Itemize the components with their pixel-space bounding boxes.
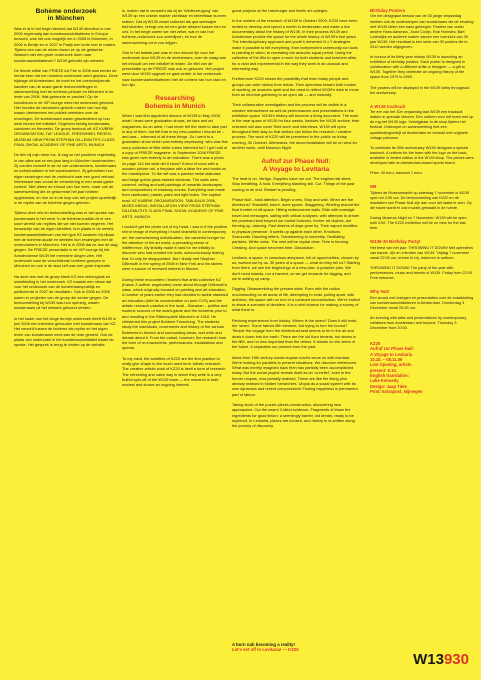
paragraph: Phase Null – total attention. Begin a new. Stop and wait. When are the directions? Standstill, future, done ignore. Staggering. Whirling around the final frontier of off-space. Hitting rediscovered walls. Ride with nostalgic travel and messages, sailing with critical analyses, with attempts to dream the promised land beyond our mortal horizons, former art objects, are forming up, dancing. Past desires of days gone by. Their vapour modifies to physical presence. It swells up against each other. Emotions. Surrounds. Dazzling letters. Transforming to nonentity. Oscillating particles. White noise. The mist will be crystal clear. Time is forming. Creating. And space becomes time. Dissolution.	[232, 196, 360, 250]
colophon-line: A Voyage to Levitaria	[370, 351, 413, 357]
paragraph: guest projects at the Hamburger and Berlin art colleges.	[232, 8, 329, 13]
title-line: Bohème onderzoek	[35, 8, 97, 15]
paragraph: Levitaria, a space, in conscious abeyance, full of opportunities, chosen by us, worked out by us. 30 years of a space — what do they tell us? Starting from there, we see the beginnings of a new plan. A possible plan. We don't need islands, nor a harvest, so we get onwards for digging, and we're setting up camp.	[232, 254, 360, 281]
section-title: A W139 tracksuit	[370, 103, 406, 109]
paragraph: THROWING IT DOWN! The party of the year with performances, music and friends of W139. Friday from 22:00. Free entrance.	[370, 265, 474, 281]
folio-number: 930	[443, 651, 469, 668]
paragraph: Was er al in het begin bekend dat W139 directeur in mei 2006 regelmatig aan kunstenaarsinitiatieven in Europa bezocht, was het ook mogelijk om in 2006 in München, in 2006 in Berlijn en in 2007 in Parijs een korte toer te maken. Tijdens een van de reizen kwam ze op de gedachte. Waarom niet een grote onderzoek doen naar kunstenaarsinitiatieven? W139 gebruikt zijn netwerk.	[14, 25, 117, 63]
paragraph: To my mind, the activities of KZ20 are the first practice to really give shape to the much used term 'artistic research'. The creative artistic work of KZ20 is itself a form of research. The refreshing and naive way in which they write is a very fruitful spin-off of the W139 team — the research is both modest and shows an ongoing interest.	[122, 355, 227, 388]
section-title: Why Not!	[370, 289, 390, 295]
colophon-line: Design: Jaap Tiets	[370, 383, 407, 389]
paragraph: Om het designjaar bewust van de 30 jarige verjaardag hebben ook de onderwerpen van kunstenaars die de ervaring met W139 delen een kans gekregen. Posters van onder andere Hans Aarsman, Joost Conijn, Rob Hornstra, Bart Lodewijks en anderen maken samen een overzicht van 30 jaar W139. Het resultaat is een serie van 30 posters die in 2010 worden uitgegeven.	[370, 14, 474, 49]
colophon-line: Luke Kennedy	[370, 378, 399, 384]
paragraph: I couldn't get the photo out of my head. I saw in it the positive mirror image of everything I found shameful in contemporary art: the overwhelming individualism, the careerist hunger for the attention of the art world, a pervading sense of indifference. My timidity made it hard for me initially to discover who had created the work, subconsciously fearing that I'd only be disappointed. But I finally met Stephan Dillemuth in the spring of 2008 in New York and his stories were a source of renewed interest in Munich.	[122, 223, 228, 272]
paragraph: An evening with talks and presentations by contemporary initiatives from Amsterdam and beyond. Thursday 3 December from 20:00.	[370, 315, 467, 331]
paragraph: Furthermore KZ20 shows the possibility that even today people and groups can write history from below. Their openness toward both modes of working, an anarchic spirit and the need to reflect W139's wish to move from an informal gathering to an open lab — and mutually.	[232, 76, 359, 98]
paragraph: When I was first appointed director of W139 in May 2006, what I heard were graduation shows, art fairs and art magazines. As an artist, I had never felt the need to take part in any of them, but felt that in my new position I should be – and was – informed of all these things. So I went to a graduation show which was entirely depressing: who was this sorry collection of little white cubes intended for? I got hold of a copy of FRIEZE magazine. In September 2006 FRIEZE was given over entirely to art education. There was a photo on page 144 but what did it show? A kind of room with a wooden picture rail, a fireplace with a false fire and books on the mantelpiece. To the left was a painted metal staircase and beige gothic glass stained windows. The walls were covered, ceiling and wall paintings of romantic landscapes and compositions of shadowy monks. Everything was made from cardboard, plaster, paint and light bulbs. The caption read: KZ KUBRIK ORGANISATION, TABLEAUX 2006, MIXED MEDIA, INSTALLATION VIEW FROM STEPHAN DILLEMUTH'S CLASS FINAL SHOW, ACADEMY OF FINE ARTS, MUNICH.	[122, 112, 228, 219]
paragraph: Het feest van het jaar: THROWING IT DOWN! Met optredens van bands, dj's en vrienden van W139. Vrijdag 7 november vanaf 22:00 uur, entree is vrij. Iedereen is welkom.	[370, 245, 474, 260]
colophon	[370, 341, 474, 394]
paragraph: Tijdens deze reis en tentoonstelling was er wel sprake van kunstenaars in het werk. In de bohème-traditie zit er een soort wereld van mythes die we niet kunnen negeren. Het bewustzijn van de eigen identiteit, hun plaats in de wereld, kunstenaarsinitiatieven van het type KZ kwamen bij elkaar met de bohème-studie en deelden hun ervaringen met de onderzoekers in München. Het is in 2006 dat ze aan de slag gingen. De FRIEZE presentatie in de VIP-lounge bij het Amsterdamse W139 liet meerdere dingen zien. Het onderzoek naar de verschillende bohème-groepen in München en ook in de stad zelf was een grote inspiratie.	[14, 210, 118, 269]
title-line: Bohemia in Munich	[144, 102, 206, 110]
paragraph: Na deze reis met de groep bleek KZ een verlengstuk en ontwikkeling in het onderzoek. KZ maakte een nieuw lab voor het onderzoek van de kunstenaarspraktijk en publiceerde in 2007 de resultaten. Ook in 2008 en 2009 waren er projecten van de groep die verder gingen. De tentoonstelling bij W139 was hun opening, waarin kunstenaars uit het netwerk getoond werden.	[14, 273, 112, 311]
paragraph: Ideas from 19th century social-utopian novels serve us with mantras. We're looking for parallels to present situations. We discover references! What was merely imagined back then has partially been accomplished today. But the social project reveals itself as an 'ur-belief', even in the former utopias, now partially realized. These are like the fixing pins already realised in hidden hierarchies. Utopia as a social system with its own dynamics and recent compromises! Finding happiness is permanent part of labour.	[232, 354, 358, 397]
section-title: W139-30 Birthday Party!	[370, 239, 421, 245]
colophon-line: English translation:	[370, 372, 410, 378]
colophon-line: present: 9.10.	[370, 367, 397, 373]
article-title-levitaria	[232, 158, 360, 173]
paragraph: During these encounters I learned that artist collective KZ (Kasse Z auffuer angeboten) came about through Dillemuth's class, which originally focused on painting and art education. A number of years earlier they had decided to tackle standard art education (with its concentration on pure CVS) and the artistic research practice in the local – Bavarian – politics and esoteric sources of the avant-garde and the incidents prior to and resulting in the Räterepublik München of 1918. He christened this project Bohème Forschung. The students study the individuals, movements and history of the various Bohèmes in Munich and surrounding areas, and write and debate about it. From the outset, however, the research took the form of re-enactments, performances, installations and operas.	[122, 276, 228, 351]
paragraph: De tiende editie van FRIEZE Art Fair in 2006 was eerder de eerste keer dat een bohème-onderzoek werd gepland. Deze bijdrage uit Amsterdam, de inzet en het overschrijdende karakter van de avant-garde tentoonstellingen in samenwerking met de bohème-periode en München in de lente van 2006. Wat gebeurde er precies? Op de kunstbeurs in de VIP-lounge werd het onderzoek getoond. Hier konden de bezoekers gebruik maken van hun tijd, waarin deelnemers het publiek vertelden over de ervaringen. De kunstenaars waren geselecteerd op hun werk binnen het initiatief. Ongeveer twintig kunstenaars, curatoren en theoretici. De groep bestond uit: KZ KUBRIK ORGANISATION, TAF LEAGUE, FREEWHEEL REGEN, MUSEUM VIEW FROM STEPHAN DILLEMUTH'S CLASS FINAL SHOW, ACADEMY OF FINE ARTS, MUNICH.	[14, 67, 118, 148]
paragraph: To celebrate its 30th anniversary W139 designed a special tracksuit. A uniform for the team with the logo on the back, available in limited edition in the W139 shop. The pieces were developed with an Amsterdam-based sports brand.	[370, 145, 474, 165]
paragraph: De tien bij mijn meer los. Ik zag ze het positieve regelmatig in van alles wat ze een jaar lang in München doorbrachten. Zij vonden zichzelf in de rol van onderzoekers, kunstenaars en individualisten in het samenwerken. Zij gebruikten hun eigen ervaringen met de zoektocht naar een goed verhaal. Interessant was vooral de verandering in een avant-garde context. Niet alleen de inhoud van hun werk, maar ook de samenwerking die ze gedurende het jaar hebben opgebouwd, en hoe ze in de loop van het project opzettelijk in de mythe van de bohème gingen geloven.	[14, 152, 117, 206]
closing-line: A born nah becoming a reality!	[232, 642, 295, 647]
colophon-line: Live Opening, artists	[370, 362, 412, 368]
paragraph: The posters will be displayed in the W139 lobby throughout the anniversary.	[370, 85, 470, 95]
paragraph: Een avond met lezingen en presentaties over de ontwikkeling van kunstenaarsinitiatieven in Amsterdam. Donderdag 3 December vanaf 20:00 uur.	[370, 295, 474, 310]
title-line: Researching	[155, 95, 195, 103]
paragraph: During Museum Night on 7 November, W139 will be open until 2:00. The KZ20 exhibition will be on view for the last time.	[370, 215, 467, 231]
article-title-english	[122, 95, 228, 110]
title-line: A Voyage to Levitaria	[262, 165, 330, 173]
colophon-line: Print: Extrapost, Nijmegen	[370, 388, 423, 394]
column-dutch-1	[14, 8, 118, 352]
column-3	[232, 8, 360, 433]
paragraph: is, maken dat ik verwacht dat zij de 'Weiterzeugung' van W139 op een unieke manier zichtbaar en beleefbaar kunnen maken. Dat zij W139 zowel cultureel als qua werkwijze beïnvloeden, brengt ons tot een grote afstand tussen hen en ons. In het begin waren we niet zeker, wat er van hun bohème-onderzoek zou overblijven, en hoe de samenwerking vorm zou krijgen.	[122, 8, 227, 45]
paragraph: Tijdens de Museumnacht op zaterdag 7 november is W139 open tot 2:00 uur. De tentoonstelling van KZ20 en de resultaten van Phase Null zijn dan voor het laatst te zien. Op die nacht wordt er ook muziek gemaakt in de ruimte.	[370, 190, 472, 210]
closing-line-red: Let's set off to Levitaria! — KZ20	[232, 647, 299, 653]
colophon-line: 10.10. – 08.11.09	[370, 357, 403, 363]
paragraph: Ter ere van het 30e verjaardag laat W139 een tracksuit maken in speciale kleuren. Een uniform voor het team met op de rug het W139 logo. Verkrijgbaar in de shop tijdens het festival. Ontworpen in samenwerking met een sportkledingbedrijf uit Amsterdam en bedrukt met originele vintage patronen.	[370, 110, 474, 140]
paragraph: Digging. Disassembling the present state. Even with the notion reconstructing on all areas of life, attempting to exist: pulling apart, with archives, the space with no end of a constant reconstruction. We're invited to share a scenario of deciders. It is a vivid chance for making a survey of what there is.	[232, 286, 360, 313]
colophon-line: KZ20	[370, 341, 381, 347]
paragraph: The heat is on. Vertigo. Supplies have run out. The engines fail silent. Stop breathing. A hold. Everything standing still. Cut. Things of the past coming to an end. Restart is pending.	[232, 175, 355, 192]
paragraph: In het kader van het lange termijn onderzoek heeft W139 in juni 2006 een interview gehouden met kunstenaars van KZ. Het verschil tussen de bohème als mythe en het eigen leven van kunstenaars werd aan de orde gesteld. Ook de plaats van onderzoek in het kunstenaarsinitiatief kwam ter sprake. Het gesprek is terug te vinden op de website.	[14, 315, 117, 348]
title-line: in München	[47, 15, 85, 23]
colophon-line: Aufruf zur Phase Null:	[370, 346, 414, 352]
column-2	[122, 8, 228, 393]
page-folio	[413, 651, 469, 668]
column-events	[370, 8, 474, 394]
paragraph: In honour of its thirty year history W139 is launching an exhibition of birthday posters. Each poster is designed in collaboration with a different artist or designer — a gift to W139. Together they celebrate an ongoing history of the space from 1979 to 2009.	[370, 55, 465, 80]
section-title: Birthday Posters	[370, 8, 406, 13]
article-title-dutch	[14, 8, 118, 23]
paragraph: Taking stock of the puzzle pieces construction, discovering new approaches. Cut the seam! Collect evidence. Fragments of those the ingredients for good fiction: a seemingly barrier, old dream, ready to be explored. In Levitaria, places are chosen, and history is re-written along the journey of discovery.	[232, 401, 355, 429]
closing-credit	[232, 642, 362, 653]
folio-w139: W13	[413, 651, 444, 668]
paragraph: Their collaborative investigation and the process will be visible in a creative reenactment as well as performances and presentations in the exhibition space. W139's history will become a living document. The work in the near space of W139 for four weeks, besides the W139 archive, their research will also cover 'field work' and interviews. W139 will open throughout their stay so that visitors can follow the research / creative process. The work of KZ20 will be presented to the public on friday evening, 30 October. Afterwards, the decor/installation will be on view for another week, until Museum Night.	[232, 102, 360, 150]
paragraph: Price: 49 euro; tracksuit 1 euro.	[370, 171, 423, 176]
paragraph: Ook in het laatste jaar was er een nieuwe lijn voor het onderzoek door W139 en de deelnemers, over de vraag wat het inhoudt om een initiatief te leiden. De titel van de presentatie op de FRIEZE was ook zo gekozen. Het project werd door W139 opgezet en gaat verder in het onderzoek naar kunstenaarsinitiatieven met de context van hun stad en hun tijd.	[122, 50, 226, 87]
paragraph: Reviving experiences from history. Where is the seam? Does it still exist, the 'seam'. Some fabrics filth element, but trying to turn the bound? 'Simple the voyage from the intellectual seat seems to be in the air and dusts it down into the earth. There are the old flour tenants, but steam is the fifth, and no less important than the others. It stands on the verbs of the future, it separates our present from the past.	[232, 317, 357, 350]
title-line: Aufruf zur Phase Null:	[261, 158, 331, 166]
section-title: NB	[370, 184, 377, 190]
paragraph: In the context of the research of W139 in October 2009, KZ20 have been invited to develop and spend a month in Amsterdam and make a live documentary about the history of W139. In their process W139 and Amsterdam provide the space for the whole history of W139's first years. The interdisciplinary approach and youth's irreverent D-I-Y strategies make it possible to tell everything, from independent community-run tools to painting to video, to recreating the anarchic squat period. Using the collective of the 80s to open a room for both students and teachers alike, for a vivid and experimental in the way they work in an unusual and interesting way.	[232, 18, 358, 71]
